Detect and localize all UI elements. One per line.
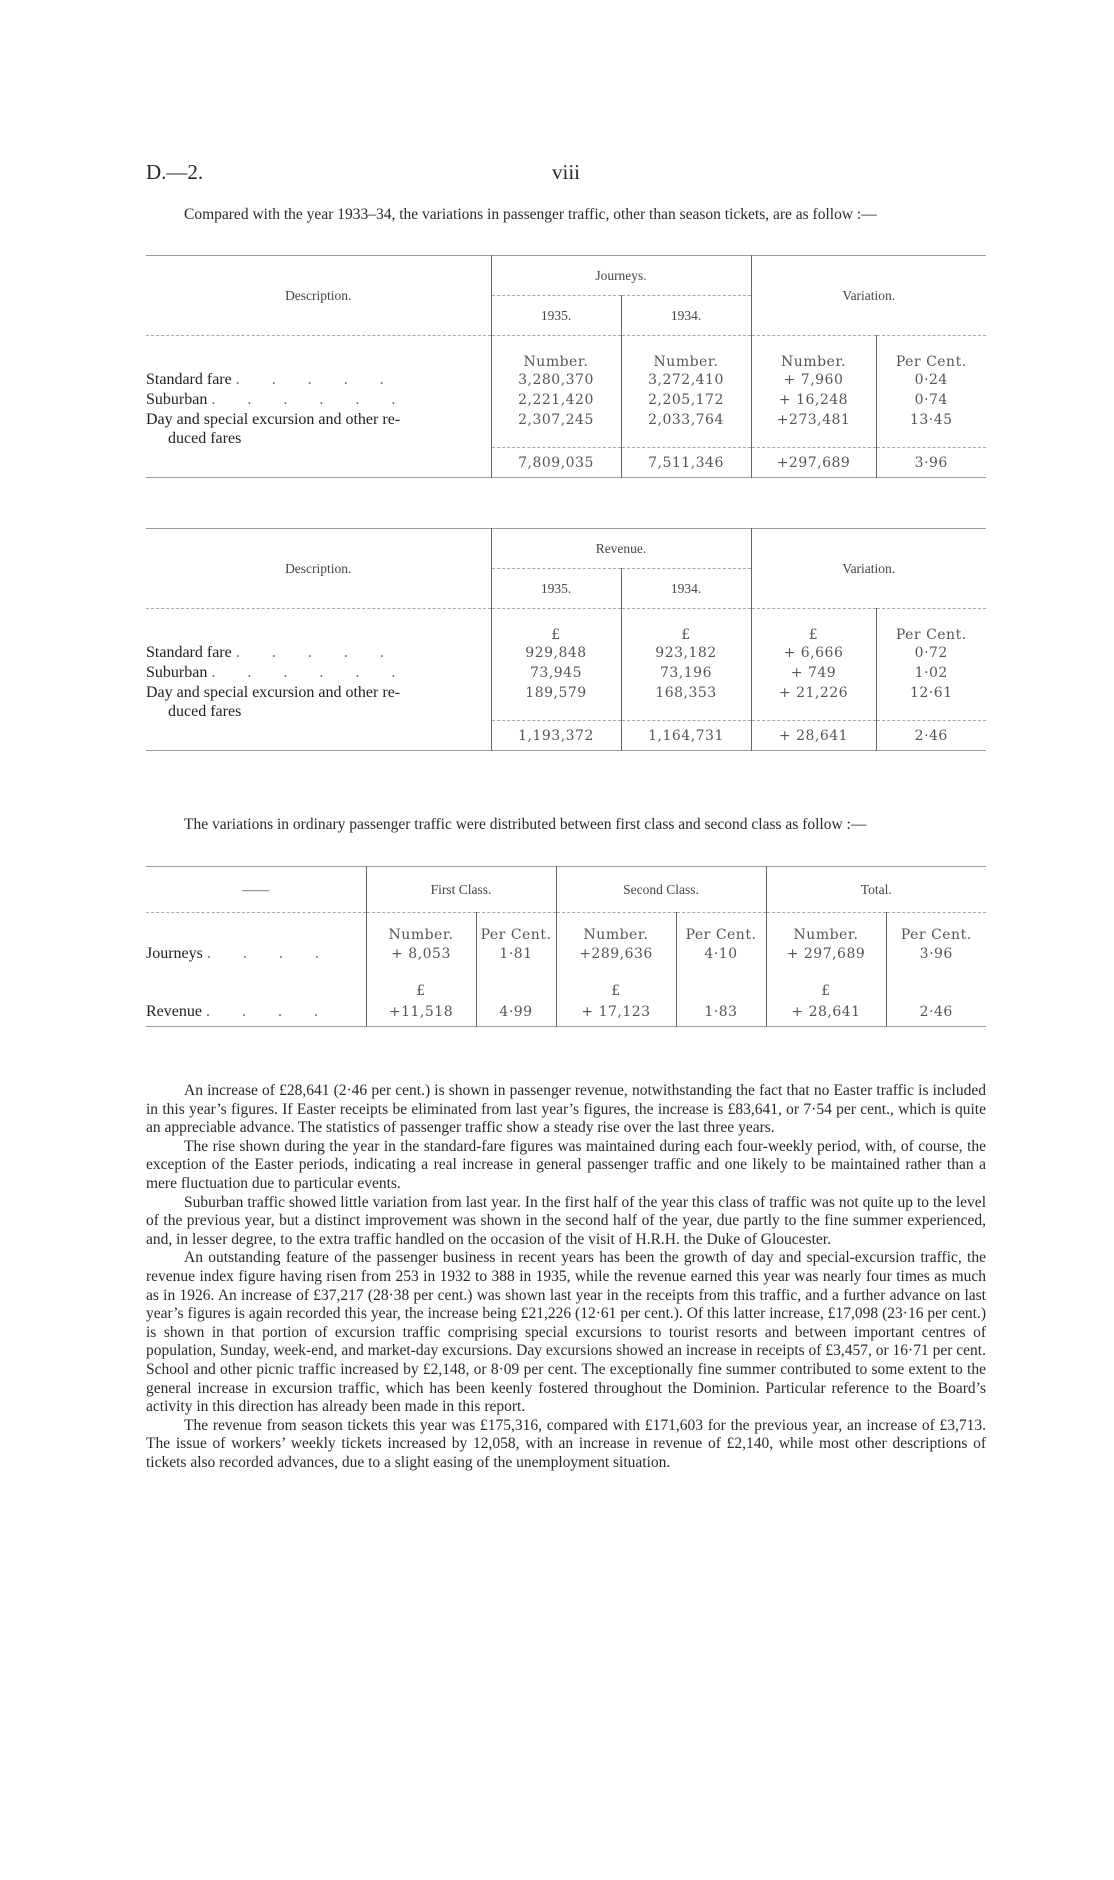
row-label: Revenue bbox=[146, 1003, 202, 1021]
journeys-unit-1934: Number. bbox=[621, 336, 751, 370]
cell-1935: 2,221,420 bbox=[491, 390, 621, 410]
revenue-group-header: Revenue. bbox=[491, 529, 751, 569]
total-var-pct: 3·96 bbox=[876, 448, 986, 478]
cell-1934: 3,272,410 bbox=[621, 370, 751, 390]
cell-var-pct: 1·02 bbox=[876, 663, 986, 683]
total-1934: 1,164,731 bbox=[621, 721, 751, 751]
t-percent: 2·46 bbox=[886, 999, 986, 1027]
leader-dots: . . . . . . bbox=[211, 390, 410, 408]
t-pound: £ bbox=[766, 965, 886, 999]
cell-var-num: + 749 bbox=[751, 663, 876, 683]
revenue-unit-1934: £ bbox=[621, 609, 751, 643]
total-row bbox=[146, 721, 986, 751]
body-text bbox=[146, 1082, 986, 1472]
t-number: + 297,689 bbox=[766, 943, 886, 965]
revenue-table bbox=[146, 528, 986, 751]
fc-percent: 1·81 bbox=[476, 943, 556, 965]
first-class-header: First Class. bbox=[366, 867, 556, 913]
journeys-unit-1935: Number. bbox=[491, 336, 621, 370]
cell-var-pct: 0·74 bbox=[876, 390, 986, 410]
table-row bbox=[146, 683, 986, 703]
total-1935: 7,809,035 bbox=[491, 448, 621, 478]
sc-percent: 4·10 bbox=[676, 943, 766, 965]
table-row bbox=[146, 370, 986, 390]
journeys-unit-var-num: Number. bbox=[751, 336, 876, 370]
fc-number-header: Number. bbox=[366, 913, 476, 943]
fc-number: + 8,053 bbox=[366, 943, 476, 965]
table-row bbox=[146, 999, 986, 1027]
leader-dots: . . . . bbox=[205, 1003, 332, 1021]
revenue-variation-header: Variation. bbox=[751, 529, 986, 609]
sc-number: + 17,123 bbox=[556, 999, 676, 1027]
intro-paragraph-1: Compared with the year 1933–34, the variations in passenger traffic, other than season tickets, are as follow :— bbox=[184, 206, 877, 223]
sc-number: +289,636 bbox=[556, 943, 676, 965]
revenue-unit-var-num: £ bbox=[751, 609, 876, 643]
document-code: D.—2. bbox=[146, 160, 204, 184]
cell-var-pct: 0·72 bbox=[876, 643, 986, 663]
table-row bbox=[146, 663, 986, 683]
cell-var-num: + 7,960 bbox=[751, 370, 876, 390]
fc-number: +11,518 bbox=[366, 999, 476, 1027]
revenue-description-header: Description. bbox=[285, 560, 352, 576]
cell-var-pct: 13·45 bbox=[876, 410, 986, 430]
sc-percent-header: Per Cent. bbox=[676, 913, 766, 943]
table-row bbox=[146, 943, 986, 965]
t-number: + 28,641 bbox=[766, 999, 886, 1027]
cell-1935: 189,579 bbox=[491, 683, 621, 703]
cell-1935: 3,280,370 bbox=[491, 370, 621, 390]
journeys-description-header: Description. bbox=[285, 287, 352, 303]
sc-number-header: Number. bbox=[556, 913, 676, 943]
journeys-year-1935: 1935. bbox=[491, 296, 621, 336]
t-number-header: Number. bbox=[766, 913, 886, 943]
paragraph: The revenue from season tickets this year was £175,316, compared with £171,603 for the previous year, an increase of £3,713. The issue of workers’ weekly tickets increased by 12,058, with an increase in revenue of £2,140, while most other descriptions of tickets also recorded advances, due to a slight easing of the unemployment situation. bbox=[146, 1416, 986, 1471]
revenue-unit-1935: £ bbox=[491, 609, 621, 643]
journeys-table bbox=[146, 255, 986, 478]
cell-1935: 929,848 bbox=[491, 643, 621, 663]
revenue-year-1935: 1935. bbox=[491, 569, 621, 609]
total-var-num: +297,689 bbox=[751, 448, 876, 478]
cell-var-num: + 16,248 bbox=[751, 390, 876, 410]
paragraph: The rise shown during the year in the standard-fare figures was maintained during each four-weekly period, with, of course, the exception of the Easter periods, indicating a real increase in general passenger traffic and one likely to be maintained rather than a mere fluctuation due to particular events. bbox=[146, 1137, 986, 1192]
journeys-year-1934: 1934. bbox=[621, 296, 751, 336]
total-1934: 7,511,346 bbox=[621, 448, 751, 478]
leader-dots: . . . . . bbox=[235, 643, 398, 661]
row-label: Standard fare bbox=[146, 643, 232, 661]
cell-var-pct: 0·24 bbox=[876, 370, 986, 390]
intro-paragraph-2: The variations in ordinary passenger traffic were distributed between first class and second class as follow :— bbox=[184, 816, 867, 833]
leader-dots: . . . . . . bbox=[211, 663, 410, 681]
journeys-variation-header: Variation. bbox=[751, 256, 986, 336]
page-number: viii bbox=[551, 160, 580, 184]
cell-var-num: + 21,226 bbox=[751, 683, 876, 703]
cell-var-num: +273,481 bbox=[751, 410, 876, 430]
row-label-continued: duced fares bbox=[168, 429, 242, 447]
row-label: Journeys bbox=[146, 944, 203, 962]
table-row bbox=[146, 390, 986, 410]
cell-1934: 923,182 bbox=[621, 643, 751, 663]
row-label: Standard fare bbox=[146, 370, 232, 388]
leader-dots: . . . . . bbox=[235, 370, 398, 388]
table-row bbox=[146, 643, 986, 663]
row-label: Suburban bbox=[146, 663, 208, 681]
t-percent-header: Per Cent. bbox=[886, 913, 986, 943]
row-label: Day and special excursion and other re- bbox=[146, 683, 401, 701]
total-row bbox=[146, 448, 986, 478]
sc-pound: £ bbox=[556, 965, 676, 999]
cell-1935: 2,307,245 bbox=[491, 410, 621, 430]
fc-percent: 4·99 bbox=[476, 999, 556, 1027]
leader-dots: . . . . bbox=[206, 944, 333, 962]
revenue-unit-var-pct: Per Cent. bbox=[876, 609, 986, 643]
journeys-group-header: Journeys. bbox=[491, 256, 751, 296]
paragraph: Suburban traffic showed little variation from last year. In the first half of the year this class of traffic was not quite up to the level of the previous year, but a distinct improvement was shown in the second half of the year, due partly to the fine summer experienced, and, in lesser degree, to the extra traffic handled on the occasion of the visit of H.R.H. the Duke of Gloucester. bbox=[146, 1193, 986, 1248]
journeys-unit-var-pct: Per Cent. bbox=[876, 336, 986, 370]
cell-1934: 73,196 bbox=[621, 663, 751, 683]
fc-percent-header: Per Cent. bbox=[476, 913, 556, 943]
sc-percent: 1·83 bbox=[676, 999, 766, 1027]
fc-pound: £ bbox=[366, 965, 476, 999]
paragraph: An increase of £28,641 (2·46 per cent.) is shown in passenger revenue, notwithstanding the fact that no Easter traffic is included in this year’s figures. If Easter receipts be eliminated from last year’s figures, the increase is £83,641, or 7·54 per cent., which is quite an appreciable advance. The statistics of passenger traffic show a steady rise over the last three years. bbox=[146, 1082, 986, 1137]
table-row bbox=[146, 410, 986, 430]
row-label: Suburban bbox=[146, 390, 208, 408]
second-class-header: Second Class. bbox=[556, 867, 766, 913]
cell-1934: 2,033,764 bbox=[621, 410, 751, 430]
cell-var-pct: 12·61 bbox=[876, 683, 986, 703]
t-percent: 3·96 bbox=[886, 943, 986, 965]
paragraph: An outstanding feature of the passenger business in recent years has been the growth of day and special-excursion traffic, the revenue index figure having risen from 253 in 1932 to 388 in 1935, while the revenue earned this year was nearly four times as much as in 1926. An increase of £37,217 (28·38 per cent.) was shown last year in the receipts from this traffic, and a further advance on last year’s figures is again recorded this year, the increase being £21,226 (12·61 per cent.). Of this latter increase, £17,098 (23·16 per cent.) is shown in that portion of excursion traffic comprising special excursions to tourist resorts and between important centres of population, Sunday, week-end, and market-day excursions. Day excursions showed an increase in receipts of £3,457, or 16·71 per cent. School and other picnic traffic increased by £2,148, or 8·09 per cent. The exceptionally fine summer contributed to some extent to the general increase in excursion traffic, which has been keenly fostered throughout the Dominion. Particular reference to the Board’s activity in this direction has already been made in this report. bbox=[146, 1249, 986, 1416]
revenue-year-1934: 1934. bbox=[621, 569, 751, 609]
class-distribution-table bbox=[146, 866, 986, 1027]
total-var-pct: 2·46 bbox=[876, 721, 986, 751]
total-var-num: + 28,641 bbox=[751, 721, 876, 751]
blank-header: —— bbox=[242, 881, 270, 897]
cell-1934: 2,205,172 bbox=[621, 390, 751, 410]
cell-1935: 73,945 bbox=[491, 663, 621, 683]
total-header: Total. bbox=[766, 867, 986, 913]
cell-var-num: + 6,666 bbox=[751, 643, 876, 663]
row-label: Day and special excursion and other re- bbox=[146, 410, 401, 428]
cell-1934: 168,353 bbox=[621, 683, 751, 703]
row-label-continued: duced fares bbox=[168, 702, 242, 720]
total-1935: 1,193,372 bbox=[491, 721, 621, 751]
